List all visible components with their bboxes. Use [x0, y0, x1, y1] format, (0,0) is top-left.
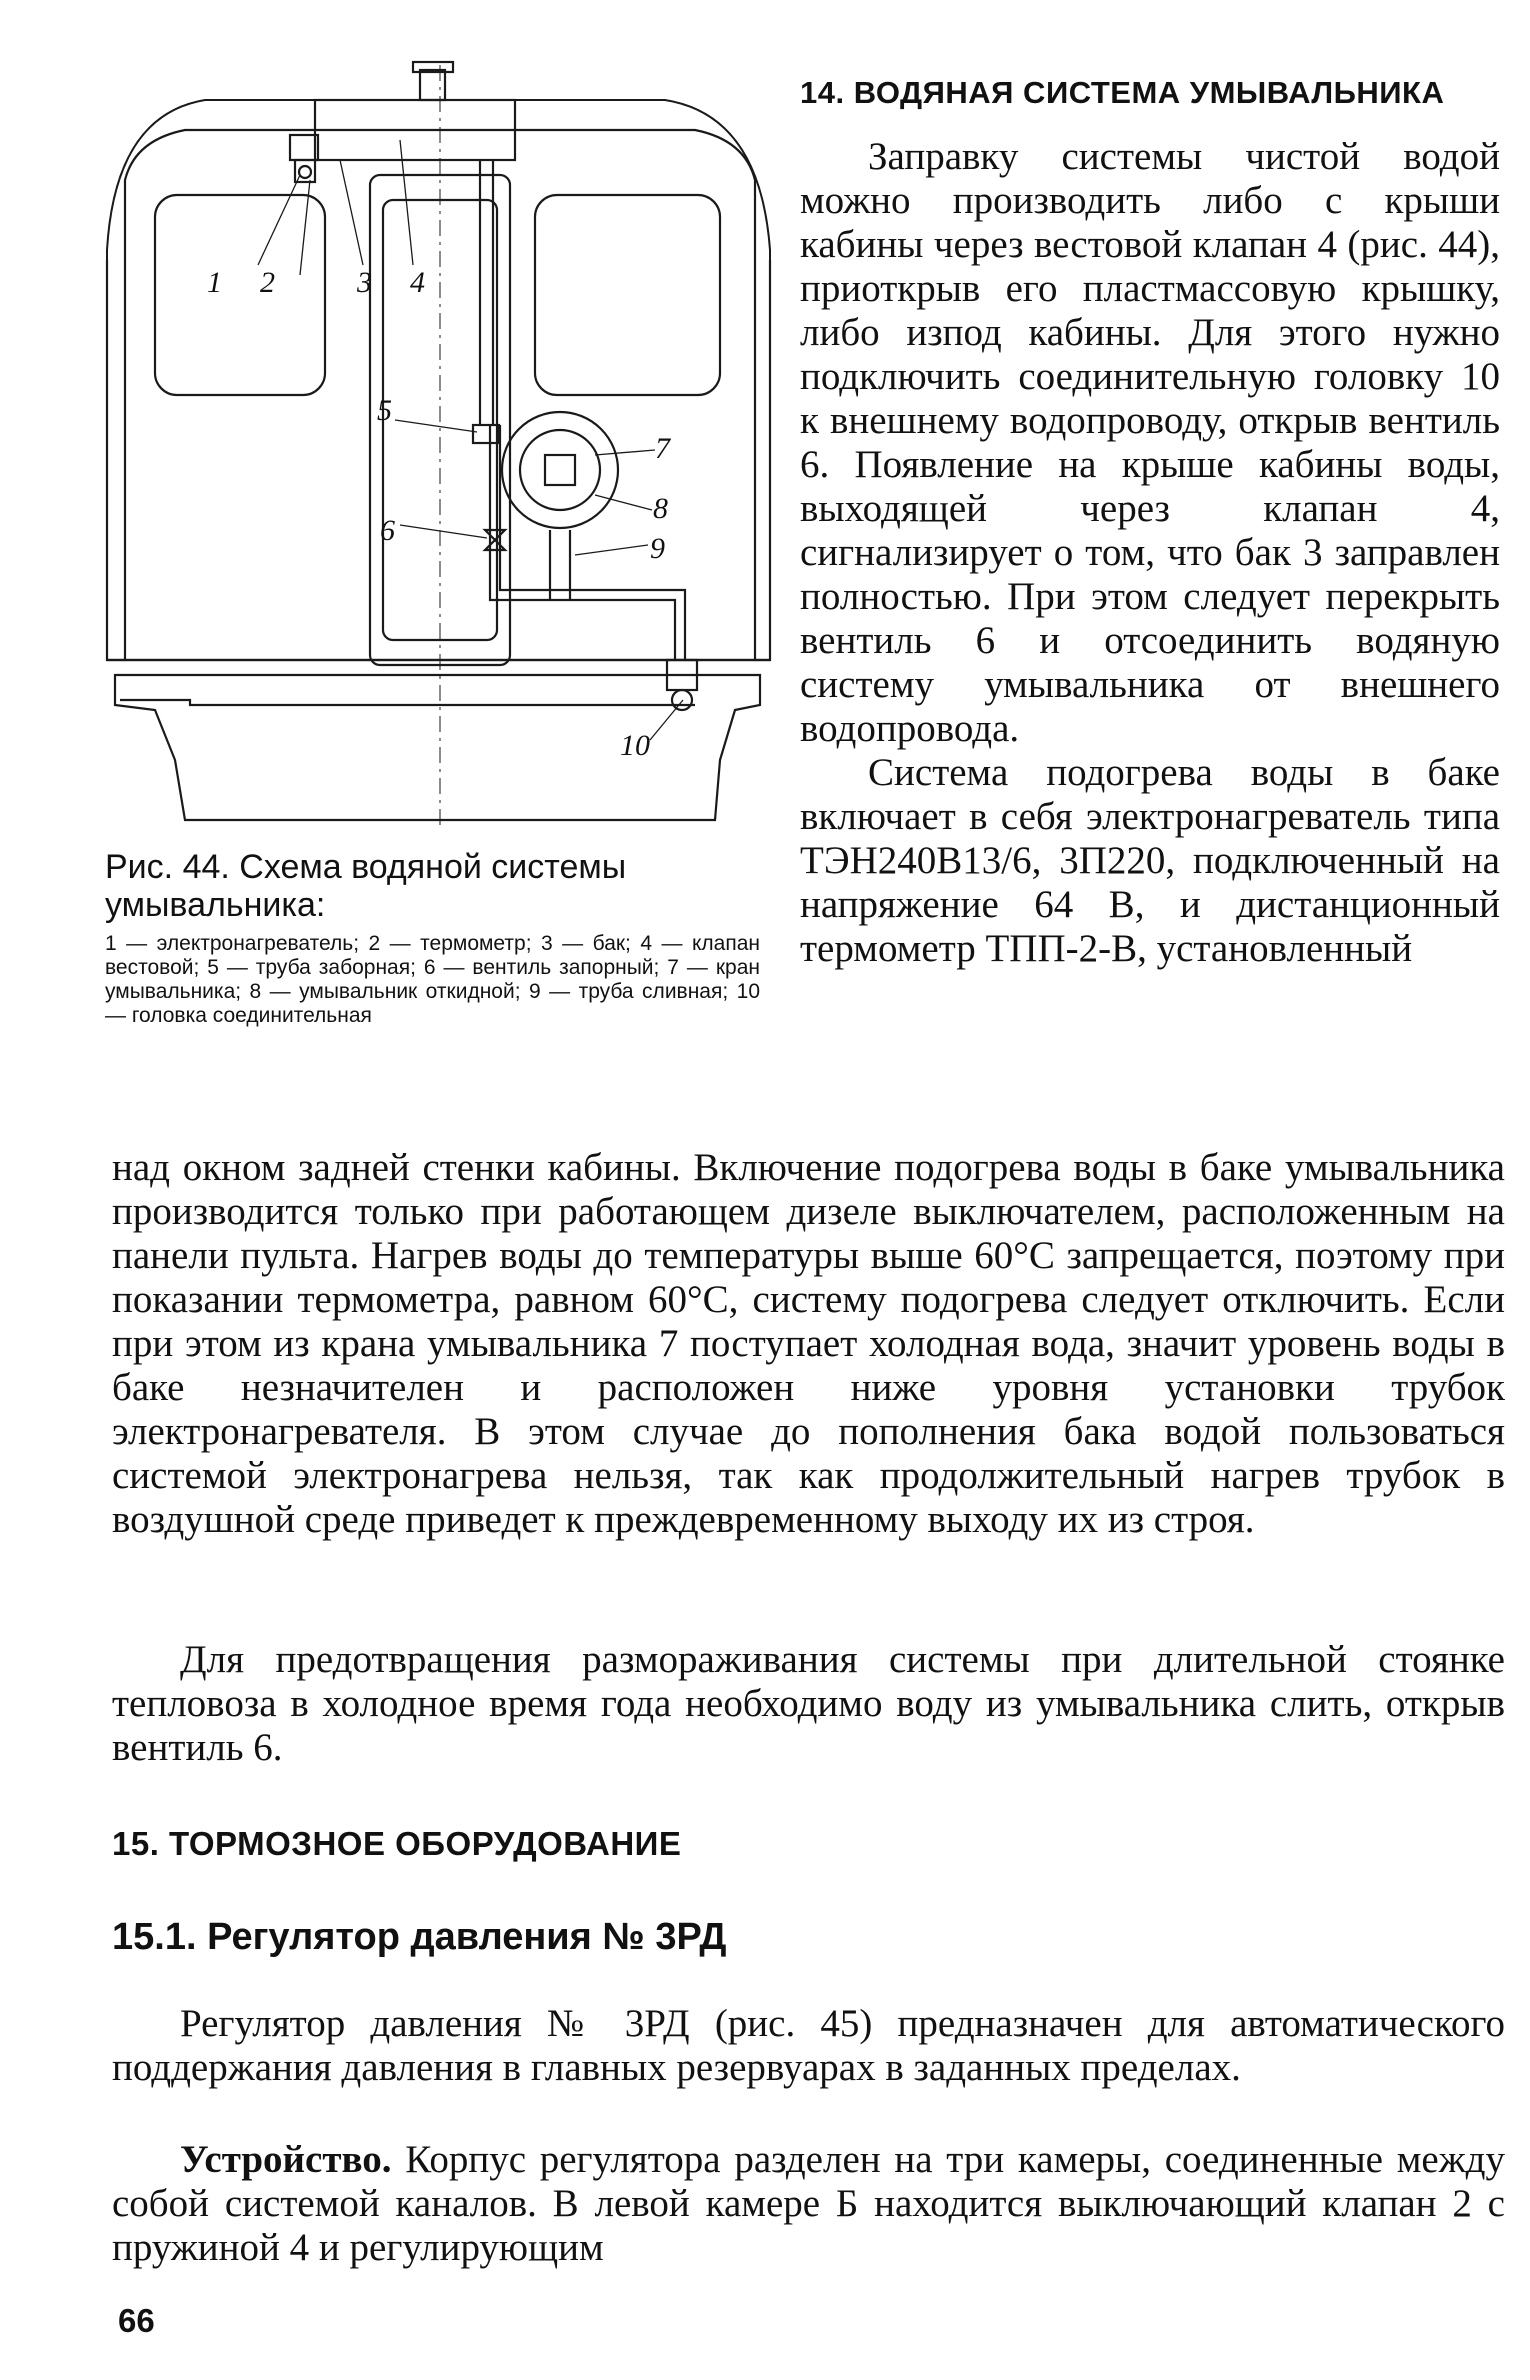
section-14-heading: 14. ВОДЯНАЯ СИСТЕМА УМЫВАЛЬНИКА: [800, 75, 1445, 110]
thermometer-dial: [299, 166, 311, 178]
fig-label-5: 5: [377, 394, 392, 427]
section-15-heading-block: [112, 1825, 1505, 1863]
left-window: [155, 195, 325, 395]
section-15-p1-text: Регулятор давления № 3РД (рис. 45) предназначен для автоматического поддержания давления в главных резервуарах в заданных пределах.: [112, 2002, 1505, 2089]
fig-label-7: 7: [655, 432, 670, 465]
vent-valve: [420, 70, 445, 100]
fig-label-2: 2: [260, 266, 275, 299]
section-15-paragraph-1: [112, 2002, 1505, 2090]
caption-title: Рис. 44. Схема водяной системы умывальника:: [105, 848, 627, 924]
figure-44-water-system-diagram: [95, 60, 775, 840]
basin-inner: [520, 430, 600, 510]
page-number: 66: [118, 2302, 155, 2339]
tap: [545, 455, 575, 485]
section-15-1-heading: 15.1. Регулятор давления № 3РД: [112, 1916, 727, 1958]
fig-label-1: 1: [207, 266, 222, 299]
fig-label-6: 6: [380, 514, 395, 547]
leader-lines: [258, 140, 683, 740]
shutoff-valve: [485, 530, 505, 550]
cabin-side-right: [755, 260, 770, 660]
section-15-p2-text: Корпус регулятора разделен на три камеры, соединенные между собой системой каналов. В левой камере Б находится выключающий клапан 2 с пружиной 4 и регулирующим: [112, 2138, 1505, 2269]
section-15-paragraph-2: [112, 2138, 1505, 2270]
section-14-paragraph-2-start: Система подогрева воды в баке включает в себя электронагреватель типа ТЭН240В13/6, 3П220, подключенный на напряжение 64 В, и дистанционный термометр ТПП-2-В, установленный: [800, 751, 1500, 970]
figure-caption: [105, 848, 760, 1028]
cabin-roof-line: [107, 100, 770, 260]
paragraph-3-text: Для предотвращения размораживания системы при длительной стоянке тепловоза в холодное время года необходимо воду из умывальника слить, открыв вентиль 6.: [112, 1638, 1505, 1769]
section-14-column: [800, 75, 1500, 971]
coupling-head-ring: [672, 690, 692, 710]
section-15-heading: 15. ТОРМОЗНОЕ ОБОРУДОВАНИЕ: [112, 1825, 682, 1862]
right-window: [535, 195, 720, 395]
device-label: Устройство.: [180, 2138, 392, 2181]
base-step: [120, 700, 695, 705]
caption-legend: 1 — электронагреватель; 2 — термометр; 3 — бак; 4 — клапан вестовой; 5 — труба заборная; 6 — вентиль запорный; 7 — кран умывальника; 8 — умывальник откидной; 9 — труба сливная; 10 — головка соединительная: [105, 932, 760, 1027]
section-14-paragraph-1: Заправку системы чистой водой можно производить либо с крыши кабины через вестовой клапан 4 (рис. 44), приоткрыв его пластмассовую крышку, либо изпод кабины. Для этого нужно подключить соединительную головку 10 к внешнему водопроводу, открыв вентиль 6. Появление на крыше кабины воды, выходящей через клапан 4, сигнализирует о том, что бак 3 заправлен полностью. При этом следует перекрыть вентиль 6 и отсоединить водяную систему умывальника от внешнего водопровода.: [800, 135, 1500, 750]
heater: [290, 135, 318, 160]
fig-label-10: 10: [620, 729, 650, 762]
section-15-p2: [112, 2138, 1505, 2270]
fig-label-4: 4: [410, 266, 425, 299]
fig-label-9: 9: [650, 532, 665, 565]
pipe-coupling: [473, 425, 499, 443]
base-outline: [115, 675, 760, 820]
section-15-1-heading-block: [112, 1916, 1505, 1958]
section-14-paragraph-2-continued: [112, 1146, 1505, 1542]
cabin-side-left: [107, 260, 125, 660]
fig-label-8: 8: [653, 492, 668, 525]
fig-label-3: 3: [357, 266, 372, 299]
paragraph-2-continued-text: над окном задней стенки кабины. Включение подогрева воды в баке умывальника производится только при работающем дизеле выключателем, расположенным на панели пульта. Нагрев воды до температуры выше 60°С запрещается, поэтому при показании термометра, равном 60°С, систему подогрева следует отключить. Если при этом из крана умывальника 7 поступает холодная вода, значит уровень воды в баке незначителен и расположен ниже уровня установки трубок электронагревателя. В этом случае до пополнения бака водой пользоваться системой электронагрева нельзя, так как продолжительный нагрев трубок в воздушной среде приведет к преждевременному выходу их из строя.: [112, 1146, 1505, 1541]
section-14-paragraph-3: [112, 1638, 1505, 1770]
